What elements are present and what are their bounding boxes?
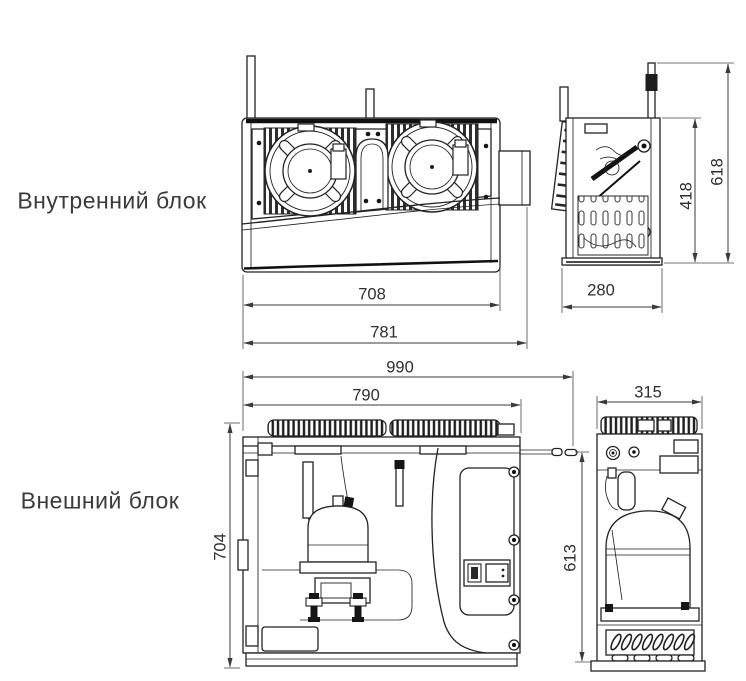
dimension-indoor-front-width-total: 781 xyxy=(370,323,398,342)
dimension-outdoor-side-depth: 315 xyxy=(634,383,662,402)
dimension-outdoor-front-width-body: 790 xyxy=(352,386,380,405)
dimension-outdoor-front-height-total: 704 xyxy=(211,533,230,561)
dimension-indoor-front-width-body: 708 xyxy=(358,285,386,304)
outdoor-unit-label: Внешний блок xyxy=(20,487,180,514)
indoor-unit-label: Внутренний блок xyxy=(17,187,207,214)
dimension-indoor-side-depth: 280 xyxy=(587,281,615,300)
dimension-indoor-side-height-total: 618 xyxy=(708,158,727,186)
outdoor-unit-front-view xyxy=(238,420,577,666)
dimension-outdoor-front-width-total: 990 xyxy=(386,358,414,377)
outdoor-unit-side-view xyxy=(591,417,705,671)
dimension-indoor-side-height-body: 418 xyxy=(677,182,696,210)
dimension-outdoor-height-body: 613 xyxy=(561,544,580,572)
indoor-unit-side-view xyxy=(552,63,662,265)
indoor-unit-front-view xyxy=(242,56,530,272)
